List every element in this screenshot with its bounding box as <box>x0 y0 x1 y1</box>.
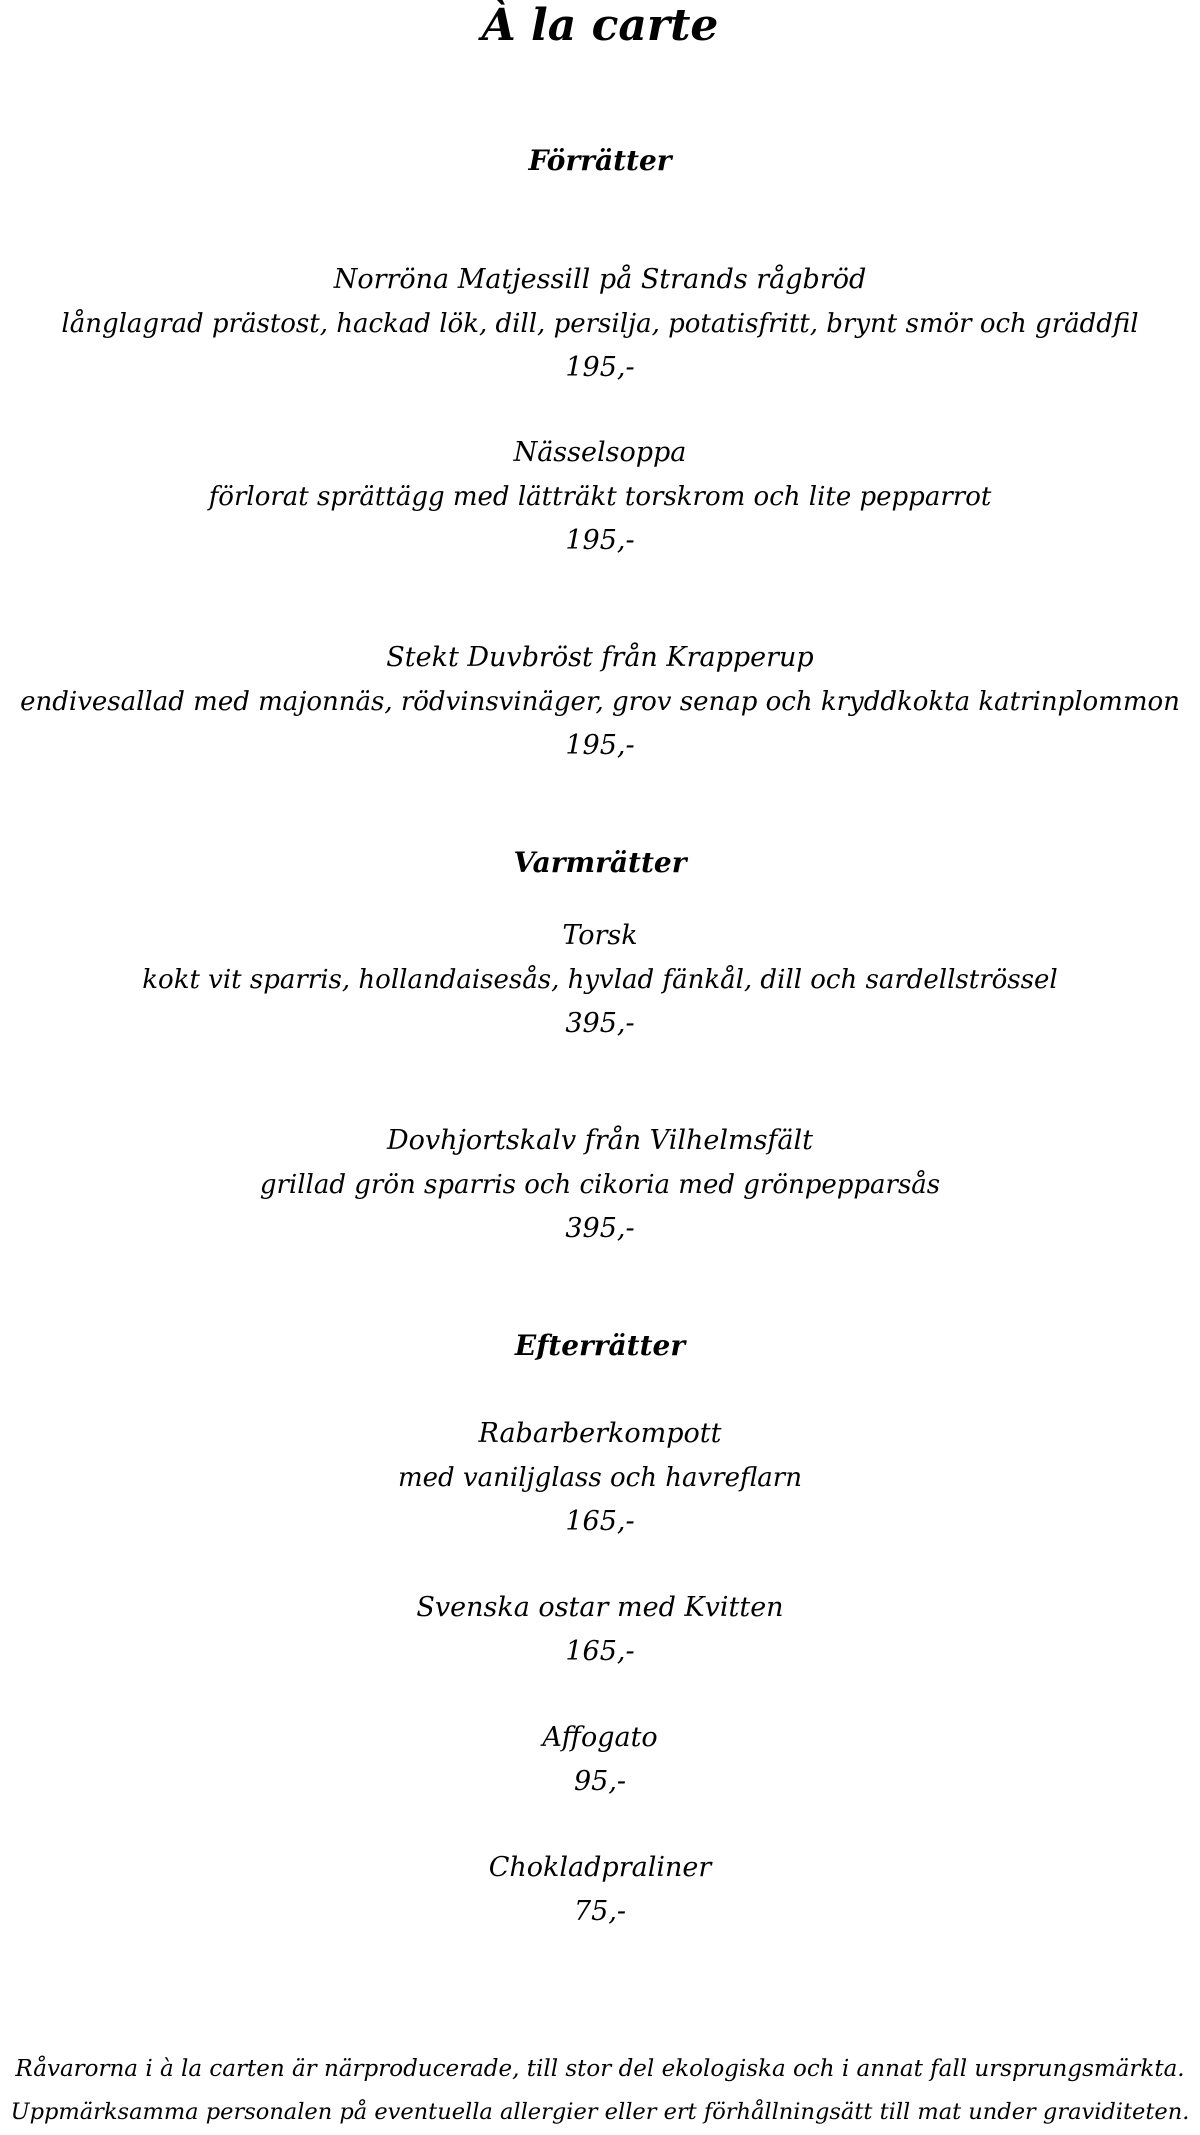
dish-name: Norröna Matjessill på Strands rågbröd <box>333 264 867 295</box>
dish-name: Nässelsoppa <box>513 437 687 468</box>
dish-price: 195,- <box>565 525 635 556</box>
dish-item <box>0 1586 1200 1674</box>
section-heading-efterratter: Efterrätter <box>514 1329 686 1362</box>
dish-name: Svenska ostar med Kvitten <box>416 1592 784 1623</box>
footer-line: Uppmärksamma personalen på eventuella allergier eller ert förhållningsätt till mat under graviditeten. <box>10 2099 1190 2125</box>
dish-price: 395,- <box>565 1008 635 1039</box>
footer-note <box>0 2048 1200 2134</box>
dish-name: Rabarberkompott <box>478 1418 722 1449</box>
dish-description: med vaniljglass och havreflarn <box>398 1463 802 1493</box>
dish-price: 75,- <box>573 1896 627 1927</box>
dish-description: grillad grön sparris och cikoria med grönpepparsås <box>259 1170 941 1200</box>
dish-description: endivesallad med majonnäs, rödvinsvinäger, grov senap och kryddkokta katrinplommon <box>20 687 1180 717</box>
dish-name: Dovhjortskalv från Vilhelmsfält <box>386 1125 813 1156</box>
dish-item <box>0 1716 1200 1804</box>
dish-description: långlagrad prästost, hackad lök, dill, persilja, potatisfritt, brynt smör och gräddfil <box>61 309 1139 339</box>
dish-price: 95,- <box>573 1766 627 1797</box>
dish-item <box>0 431 1200 563</box>
dish-name: Affogato <box>542 1722 658 1753</box>
page-title: À la carte <box>481 0 719 51</box>
dish-name: Chokladpraliner <box>488 1852 712 1883</box>
dish-item <box>0 914 1200 1046</box>
dish-item <box>0 1119 1200 1251</box>
dish-price: 195,- <box>565 730 635 761</box>
dish-description: förlorat sprättägg med lätträkt torskrom och lite pepparrot <box>208 482 992 512</box>
dish-price: 195,- <box>565 352 635 383</box>
section-heading-forratter: Förrätter <box>528 144 672 177</box>
dish-price: 165,- <box>565 1636 635 1667</box>
dish-price: 165,- <box>565 1506 635 1537</box>
dish-price: 395,- <box>565 1213 635 1244</box>
dish-item <box>0 636 1200 768</box>
dish-item <box>0 258 1200 390</box>
dish-description: kokt vit sparris, hollandaisesås, hyvlad fänkål, dill och sardellströssel <box>142 965 1058 995</box>
footer-line: Råvarorna i à la carten är närproducerade, till stor del ekologiska och i annat fall ursprungsmärkta. <box>15 2056 1185 2082</box>
dish-name: Torsk <box>562 920 638 951</box>
dish-name: Stekt Duvbröst från Krapperup <box>386 642 814 673</box>
dish-item <box>0 1846 1200 1934</box>
dish-item <box>0 1412 1200 1544</box>
section-heading-varmratter: Varmrätter <box>513 846 687 879</box>
